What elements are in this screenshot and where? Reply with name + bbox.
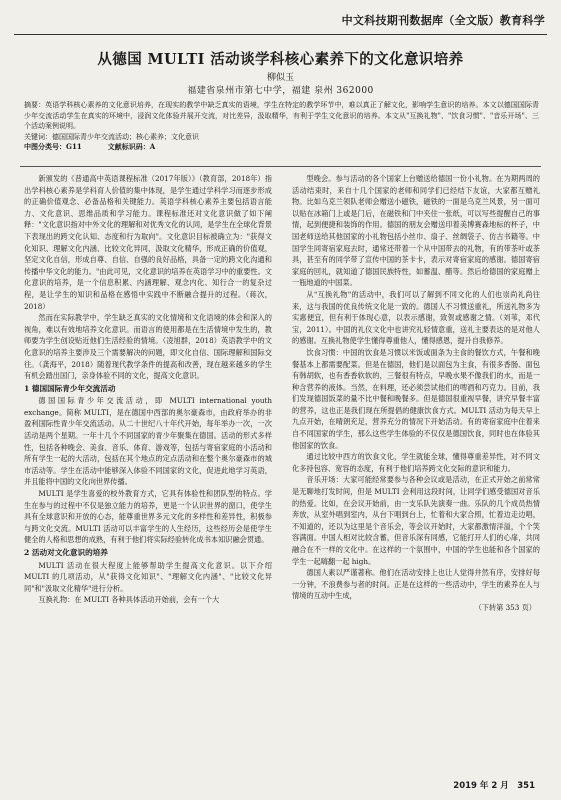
- page-header: [0, 0, 561, 34]
- keywords: 关键词：德国国际青少年交流活动；核心素养；文化意识: [24, 132, 199, 141]
- journal-name: 中文科技期刊数据库（全文版）教育科学: [341, 14, 545, 27]
- right-column: [292, 173, 540, 614]
- article-author: 柳似玉: [266, 73, 294, 83]
- body-paragraph: 新颁发的《普通高中英语课程标准（2017年版）》（教育部，2018年）指出学科核心素养是学科育人价值的集中体现，是学生通过学科学习而逐步形成的正确价值观念、必备品格和关键能力。英语学科核心素养主要包括语言能力、文化意识、思维品质和学习能力。课程标准还对文化意识做了如下阐释："文化意识指对中外文化的理解和对优秀文化的认同，是学生在全球化背景下表现出的跨文化认知、态度和行为取向"。文化意识目标被确立为："获得文化知识、理解文化内涵、比较文化异同，汲取文化精华，形成正确的价值观，坚定文化自信，形成自尊、自信、自强的良好品格，具备一定的跨文化沟通和传播中华文化的能力。"由此可见，文化意识的培养在英语学习中的重要性。文化意识的培养，是一个信息积累、内涵理解、观念内化、知行合一的复杂过程，是让学生的知识和品格在感悟中实践中不断融合提升的过程。（蒋次，2018）: [24, 174, 272, 311]
- front-matter-rule: [20, 166, 541, 167]
- continued-note: （下转第 353 页）: [474, 602, 536, 612]
- classification-line: [24, 142, 539, 153]
- body-paragraph: 音乐开场：大家可能经常要参与各种会议或是活动，在正式开始之前常常是无聊地打发时间，但是 MULTI 会利用这段时间，让同学们感受德国对音乐的热爱。比如，在会议开始前，由一支乐队先演奏一曲。乐队的几个成员热情奔放，从室外唱到室内，从台下唱到台上，忙着和大家合照，忙着边走边唱，不知道的，还以为这里是个音乐会，等会议开始时，大家都激情洋溢，个个笑容满面。中国人相对比较含蓄，但音乐深有同感，它能打开人们的心扉，共同融合在不一样的文化中。在这样的一个氛围中，中国的学生也能和各个国家的学生一起嗨翻一起 high。: [292, 475, 540, 566]
- body-paragraph: 饮食习惯：中国的饮食是习惯以米饭或面条为主食的餐饮方式，午餐和晚餐基本上都需要配菜。但是在德国，他们是以面包为主食，有很多香肠、面包有韩胡软，也有香香软软的，三餐很有特点，早晚水果不像我们的水，而是一种含营养的液体。当然，在料理，还必须尝试他们的啤酒和巧克力。目前，我们发现德国饭菜的量不比中餐和晚餐多。但是德国很重视早餐，讲究早餐丰富的营养，这也正是我们现在所提倡的健康饮食方式。MULTI 活动为每天早上九点开始，在晴朗充足，营养充分的情况下开始活动。有的寄宿家庭中住着来自不同国家的学生，那么这些学生体验的不仅仅是德国饮食，同时也在体验其他国家的饮食。: [292, 347, 540, 450]
- article-title: 从德国 MULTI 活动谈学科核心素养下的文化意识培养: [97, 51, 464, 68]
- body-paragraph: 德国国际青少年交流活动，即 MULTI international youth exchange。简称 MULTI，是在德国中西部的奥尔豪森市，由政府举办的非盈利国际性青少年交流活动。从二十世纪八十年代开始，每年举办一次，一次活动是两个星期。一年十几个不同国家的青少年聚集在德国。活动的形式多样性，包括各种晚会、美食、音乐、体育、游戏等，包括与寄宿家庭的小活动和所有学生一起的大活动，包括在其个地点的定点活动和在整个奥尔豪森市的城市活动等。学生在活动中能够深入体验不同国家的文化，促进此地学习英语，并且能将中国的文化向世界传播。: [24, 396, 272, 487]
- body-paragraph: 互换礼物：在 MULTI 各种具体活动开始前，会有一个大: [38, 595, 220, 605]
- body-paragraph: 德国人素以严谨著称。他们在活动安排上也让人觉得井然有序，安排好每一分钟，不浪费参与者的时间。正是在这样的一些活动中，学生的素养在人与情境的互动中生成，: [292, 568, 540, 601]
- page-footer: 2019 年 2 月 351: [453, 781, 535, 791]
- body-paragraph: 通过比较中西方的饮食文化，学生就能全球，懂得尊重差异性，对不同文化多持包容、宽容的态度，有利于他们培养跨文化交际的意识和能力。: [292, 452, 540, 473]
- body-paragraph: MULTI 活动在很大程度上能够帮助学生提高文化意识。以下介绍 MULTI 的几项活动，从"获得文化知识"、"理解文化内涵"、"比较文化异同"和"汲取文化精华"进行分析。: [24, 560, 272, 593]
- article-affiliation: 福建省泉州市第七中学，福建 泉州 362000: [187, 86, 374, 96]
- section-heading: 1 德国国际青少年交流活动: [24, 383, 116, 393]
- body-paragraph: 型晚会。参与活动的各个国家上台赠送给德国一份小礼物。在为期两周的活动结束时，来自十几个国家的老师和同学们已经结下友谊，大家都互赠礼物。比如乌克兰领队老师会赠送小磁铁，磁铁的一面是乌克兰风景，另一面可以贴在冰箱门上或是门后，在磁铁和门中夹住一张纸，可以写些提醒自己的事情，起到便捷和装饰的作用。德国的朋友会赠送印着美博赛森地标的杯子，中国老师送给其他国家的小礼物包括小丝巾、扇子、丝绸袋子、仿古书籍等。中国学生同寄宿家庭去时，通常还带着一个从中国带去的礼物，有的带茶叶或茶具，甚至有的同学带了宣传中国的茶卡卡，表示对寄宿家庭的感谢。德国寄宿家庭的回礼，就知道了德国民族特性，如蓄温、醋等。然后给德国的家庭赠上一瓶地道的中国菜。: [292, 174, 540, 288]
- document-code: 文献标识码：A: [107, 142, 156, 151]
- body-paragraph: 然而在实际教学中，学生缺乏真实的文化情境和文化语境的体会和深入的视角，难以有效地培养文化意识。而语言的使用都是在生活情境中发生的，教师要为学生创设贴近他们生活经验的情境。（凌旭群，2018）英语教学中的文化意识的培养主要涉及三个需要解决的问题，即文化自信、国际理解和国际交往。（龚海平，2018）随着现代教学条件的提高和改善，现在越来越多的学生有机会踏出国门，亲身体验不同的文化，提高文化意识。: [24, 313, 272, 381]
- section-heading: 2 活动对文化意识的培养: [24, 548, 108, 557]
- body-paragraph: MULTI 是学生喜爱的校外教育方式，它具有体验性和团队型的特点。学生在参与的过程中不仅是独立能力的培养，更是一个认识世界的窗口，使学生具有全球意识和开放的心态，能尊重世界多元文化的多样性和差异性，积极参与跨文化交流。MULTI 活动可以丰富学生的人生经历，这些经历会是使学生健全的人格和思想的成熟，有利于他们将实际经验转化成书本知识融会贯通。: [24, 489, 272, 545]
- left-column: [24, 173, 272, 606]
- body-paragraph: 从"互换礼物"的活动中，我们可以了解到不同文化的人们也崇尚礼尚往来，这与我国的优良传统文化是一致的。德国人不习惯送重礼，所送礼物多为实惠便宜，但有利于体现心意，以表示感谢，致贺或感谢之情。（刘苇，邓代宝，2011）。中国的礼仪文化中也讲究礼轻情意重，送礼主要表达的是对他人的感谢。互换礼物使学生懂得尊重他人，懂得感恩，提升自我修养。: [292, 289, 540, 346]
- clc-number: 中图分类号：G11: [24, 142, 82, 151]
- abstract: 摘要：英语学科核心素养的文化意识培养，在现实的教学中缺乏真实的语境，学生在特定的教学环节中，难以真正了解文化，影响学生意识的培养。本文以德国国际青少年交流活动学生在真实的环境中，浸润文化体验并展开交流，对比差异，汲取精华，有利于学生文化意识的培养。本文从"互换礼物"、"饮食习惯"、"音乐开场"、三个活动案例说明。: [24, 101, 539, 130]
- header-rule: [14, 34, 547, 35]
- front-matter: [24, 100, 539, 153]
